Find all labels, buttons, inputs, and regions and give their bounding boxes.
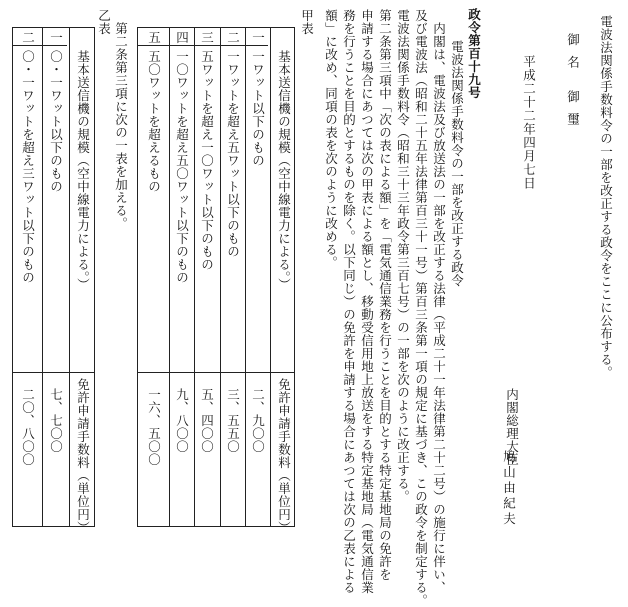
table-kou-row-fee: 五、四〇〇 <box>199 388 215 453</box>
preamble-line-4: 第二条第三項中「次の表による額」を「電気通信業務を行うことを目的とする特定基地局の免許を <box>377 9 393 581</box>
table-kou-row-spec: 一ワットを超え五ワット以下のもの <box>225 50 241 258</box>
table-kou-row-num: 五 <box>146 31 162 44</box>
ordinance-title: 電波法関係手数料令の一部を改正する政令 <box>449 40 465 287</box>
table-otsu <box>12 27 95 534</box>
imperial-name: 御名 <box>565 33 581 78</box>
promulgation-date: 平成二十二年四月七日 <box>521 55 537 190</box>
table-kou-row-num: 三 <box>199 31 215 44</box>
table-kou-row-fee: 三、五五〇 <box>225 388 241 453</box>
table-kou-header-fee: 免許申請手数料（単位円） <box>276 378 292 534</box>
table-otsu-label: 乙表 <box>96 9 112 35</box>
table-kou-row-fee: 一六、五〇〇 <box>146 388 162 466</box>
table-kou-label: 甲表 <box>299 9 315 35</box>
table-kou-row-spec: 一ワット以下のもの <box>250 50 266 167</box>
table-kou-row-num: 四 <box>174 31 190 44</box>
table-otsu-row-spec: 〇・一ワットを超え三ワット以下のもの <box>20 50 36 284</box>
table-kou <box>137 27 295 534</box>
table-otsu-row-num: 二 <box>20 31 36 44</box>
table-otsu-row-spec: 〇・一ワット以下のもの <box>48 50 64 193</box>
preamble-line-1: 内閣は、電波法及び放送法の一部を改正する法律（平成二十一年法律第二十二号）の施行に伴い、 <box>431 22 447 594</box>
table-otsu-row-num: 一 <box>48 31 64 44</box>
prime-minister-title: 内閣総理大臣 <box>504 388 520 466</box>
table-kou-row-num: 一 <box>250 31 266 44</box>
table-kou-row-fee: 二、九〇〇 <box>250 388 266 453</box>
amendment-line: 第二条第三項に次の一表を加える。 <box>113 22 129 230</box>
preamble-line-3: 電波法関係手数料令（昭和三十三年政令第三百七号）の一部を次のように改正する。 <box>395 9 411 503</box>
preamble-line-6: 務を行うことを目的とするものを除く。以下同じ）の免許を申請する場合にあつては次の乙表による <box>341 9 357 594</box>
preamble-line-2: 及び電波法（昭和二十五年法律第百三十一号）第百三条第一項の規定に基づき、この政令を制定する。 <box>413 9 429 607</box>
preamble-line-7: 額」に改め、同項の表を次のように改める。 <box>323 9 339 269</box>
table-otsu-row-fee: 七、七〇〇 <box>48 388 64 453</box>
prime-minister-name: 鳩山由紀夫 <box>501 450 517 528</box>
table-kou-row-num: 二 <box>225 31 241 44</box>
imperial-seal: 御璽 <box>565 90 581 135</box>
table-kou-row-spec: 五〇ワットを超えるもの <box>146 50 162 193</box>
ordinance-number: 政令第百十九号 <box>466 8 482 99</box>
table-kou-header-spec: 基本送信機の規模（空中線電力による。） <box>276 50 292 291</box>
table-kou-row-fee: 九、八〇〇 <box>174 388 190 453</box>
table-otsu-header-fee: 免許申請手数料（単位円） <box>75 378 91 534</box>
table-otsu-header-spec: 基本送信機の規模（空中線電力による。） <box>75 50 91 291</box>
proclamation-text: 電波法関係手数料令の一部を改正する政令をここに公布する。 <box>598 15 614 379</box>
table-otsu-row-fee: 二〇、八〇〇 <box>20 388 36 466</box>
preamble-line-5: 申請する場合にあつては次の甲表による額とし、移動受信用地上放送をする特定基地局（電気通信業 <box>359 9 375 594</box>
table-kou-row-spec: 五ワットを超え一〇ワット以下のもの <box>199 50 215 271</box>
table-kou-row-spec: 一〇ワットを超え五〇ワット以下のもの <box>174 50 190 284</box>
